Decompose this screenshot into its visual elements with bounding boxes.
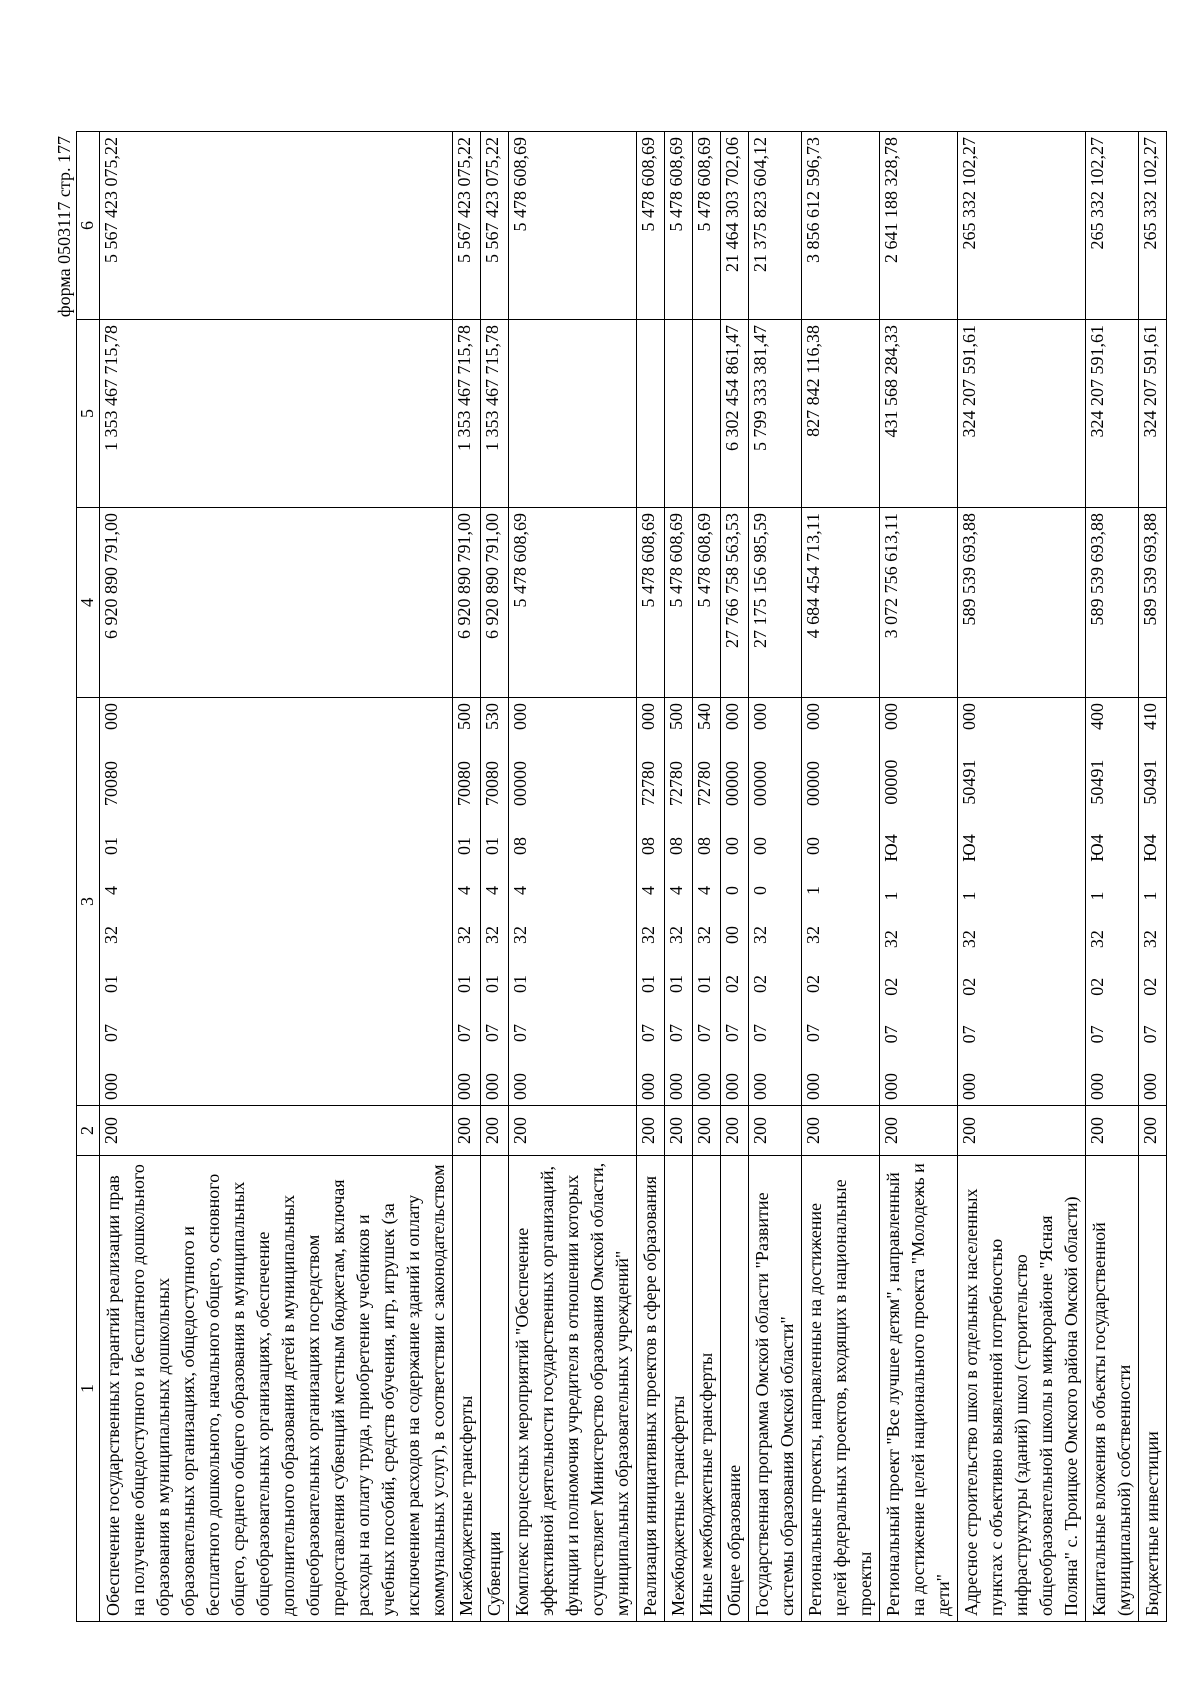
code-segment: 000 xyxy=(638,1073,658,1100)
code-segment: 000 xyxy=(482,1073,502,1100)
table-row xyxy=(721,132,749,1622)
code-segment: 000 xyxy=(803,1073,823,1100)
unexecuted-amount-cell: 21 375 823 604,12 xyxy=(749,132,802,320)
classification-code-cell xyxy=(453,698,481,1106)
table-row xyxy=(749,132,802,1622)
code-segment: 01 xyxy=(454,975,474,993)
form-header: форма 0503117 стр. 177 xyxy=(54,136,74,318)
code-segment: 07 xyxy=(101,1024,121,1042)
classification-code-cell xyxy=(802,698,880,1106)
code-segment: 000 xyxy=(750,703,770,730)
classification-code-cell xyxy=(749,698,802,1106)
code-segment: 32 xyxy=(694,926,714,944)
code-segment: 500 xyxy=(454,703,474,730)
unexecuted-amount-cell: 5 478 608,69 xyxy=(665,132,693,320)
classification-code-cell xyxy=(693,698,721,1106)
code-segment: 02 xyxy=(1140,977,1160,996)
code-segment: 02 xyxy=(1087,977,1107,996)
code-segment: 4 xyxy=(666,886,686,895)
code-segment: 01 xyxy=(694,975,714,993)
code-segment: 08 xyxy=(638,837,658,855)
unexecuted-amount-cell: 5 567 423 075,22 xyxy=(481,132,509,320)
table-row xyxy=(509,132,637,1622)
approved-amount-cell: 4 684 454 713,11 xyxy=(802,508,880,698)
code-segment: 4 xyxy=(101,886,121,895)
line-code-cell: 200 xyxy=(880,1106,958,1156)
code-segment: 07 xyxy=(881,1025,901,1044)
code-segment: 000 xyxy=(722,703,742,730)
unexecuted-amount-cell: 3 856 612 596,73 xyxy=(802,132,880,320)
unexecuted-amount-cell: 5 567 423 075,22 xyxy=(100,132,453,320)
unexecuted-amount-cell: 5 478 608,69 xyxy=(693,132,721,320)
approved-amount-cell: 6 920 890 791,00 xyxy=(100,508,453,698)
code-segment: 1 xyxy=(1087,891,1107,901)
row-name-cell: Государственная программа Омской области "Развитие системы образования Омской области" xyxy=(749,1156,802,1622)
code-segment: 72780 xyxy=(666,761,686,806)
executed-amount-cell: 1 353 467 715,78 xyxy=(453,320,481,508)
code-segment: 410 xyxy=(1140,703,1160,730)
classification-code-cell xyxy=(665,698,693,1106)
approved-amount-cell: 6 920 890 791,00 xyxy=(453,508,481,698)
table-row xyxy=(802,132,880,1622)
code-segment: 500 xyxy=(666,703,686,730)
column-header: 2 xyxy=(77,1106,100,1156)
approved-amount-cell: 27 766 758 563,53 xyxy=(721,508,749,698)
executed-amount-cell: 827 842 116,38 xyxy=(802,320,880,508)
code-segment: 000 xyxy=(694,1073,714,1100)
code-segment: 01 xyxy=(638,975,658,993)
executed-amount-cell xyxy=(665,320,693,508)
code-segment: 02 xyxy=(881,977,901,996)
code-segment: 32 xyxy=(803,926,823,944)
table-row xyxy=(453,132,481,1622)
column-number-row xyxy=(77,132,100,1622)
line-code-cell: 200 xyxy=(100,1106,453,1156)
executed-amount-cell: 1 353 467 715,78 xyxy=(100,320,453,508)
code-segment: 01 xyxy=(101,975,121,993)
column-header: 6 xyxy=(77,132,100,320)
column-header: 4 xyxy=(77,508,100,698)
code-segment: 4 xyxy=(454,886,474,895)
executed-amount-cell xyxy=(637,320,665,508)
unexecuted-amount-cell: 265 332 102,27 xyxy=(1139,132,1167,320)
code-segment: 1 xyxy=(959,891,979,901)
line-code-cell: 200 xyxy=(721,1106,749,1156)
code-segment: 32 xyxy=(1087,930,1107,949)
row-name-cell: Комплекс процессных мероприятий "Обеспечение эффективной деятельности государственных организаций, функции и полномочия учредителя в отношении которых осуществляет Министерство образования Омской области, муниципальных образовательных учреждений" xyxy=(509,1156,637,1622)
code-segment: 000 xyxy=(722,1073,742,1100)
code-segment: 32 xyxy=(666,926,686,944)
code-segment: 1 xyxy=(1140,891,1160,901)
code-segment: 02 xyxy=(750,975,770,993)
line-code-cell: 200 xyxy=(453,1106,481,1156)
code-segment: 32 xyxy=(959,930,979,949)
code-segment: 0 xyxy=(722,886,742,895)
row-name-cell: Капитальные вложения в объекты государственной (муниципальной) собственности xyxy=(1086,1156,1139,1622)
code-segment: 70080 xyxy=(101,761,121,806)
executed-amount-cell: 324 207 591,61 xyxy=(1139,320,1167,508)
line-code-cell: 200 xyxy=(1139,1106,1167,1156)
approved-amount-cell: 5 478 608,69 xyxy=(693,508,721,698)
column-header: 1 xyxy=(77,1156,100,1622)
code-segment: 32 xyxy=(750,926,770,944)
code-segment: 00000 xyxy=(510,761,530,806)
code-segment: 07 xyxy=(510,1024,530,1042)
code-segment: 02 xyxy=(959,977,979,996)
code-segment: 000 xyxy=(1087,1073,1107,1100)
row-name-cell: Межбюджетные трансферты xyxy=(453,1156,481,1622)
classification-code-cell xyxy=(721,698,749,1106)
classification-code-cell xyxy=(1139,698,1167,1106)
budget-execution-table xyxy=(76,131,1167,1622)
code-segment: 000 xyxy=(454,1073,474,1100)
code-segment: 07 xyxy=(959,1025,979,1044)
code-segment: 1 xyxy=(803,886,823,895)
code-segment: 72780 xyxy=(638,761,658,806)
code-segment: 000 xyxy=(101,703,121,730)
code-segment: 000 xyxy=(750,1073,770,1100)
row-name-cell: Общее образование xyxy=(721,1156,749,1622)
code-segment: 07 xyxy=(803,1024,823,1042)
classification-code-cell xyxy=(100,698,453,1106)
executed-amount-cell xyxy=(693,320,721,508)
code-segment: 32 xyxy=(454,926,474,944)
code-segment: 000 xyxy=(101,1073,121,1100)
code-segment: 08 xyxy=(666,837,686,855)
code-segment: 07 xyxy=(454,1024,474,1042)
classification-code-cell xyxy=(637,698,665,1106)
row-name-cell: Региональный проект "Все лучшее детям", направленный на достижение целей национального проекта "Молодежь и дети" xyxy=(880,1156,958,1622)
executed-amount-cell: 1 353 467 715,78 xyxy=(481,320,509,508)
code-segment: 01 xyxy=(510,975,530,993)
code-segment: 540 xyxy=(694,703,714,730)
approved-amount-cell: 5 478 608,69 xyxy=(637,508,665,698)
code-segment: 70080 xyxy=(454,761,474,806)
row-name-cell: Обеспечение государственных гарантий реализации прав на получение общедоступного и бесплатного дошкольного образования в муниципальных дошкольных образовательных организациях, общедоступного и бесплатного дошкольного, начального общего, основного общего, среднего общего образования в муниципальных общеобразовательных организациях, обеспечение дополнительного образования детей в муниципальных общеобразовательных организациях посредством предоставления субвенций местным бюджетам, включая расходы на оплату труда, приобретение учебников и учебных пособий, средств обучения, игр, игрушек (за исключением расходов на содержание зданий и оплату коммунальных услуг), в соответствии с законодательством xyxy=(100,1156,453,1622)
code-segment: 000 xyxy=(959,703,979,730)
code-segment: 530 xyxy=(482,703,502,730)
code-segment: 50491 xyxy=(1087,759,1107,805)
code-segment: 01 xyxy=(482,975,502,993)
classification-code-cell xyxy=(481,698,509,1106)
table-row xyxy=(481,132,509,1622)
code-segment: 000 xyxy=(510,1073,530,1100)
code-segment: 00 xyxy=(803,837,823,855)
code-segment: 00000 xyxy=(803,761,823,806)
code-segment: 07 xyxy=(482,1024,502,1042)
code-segment: 4 xyxy=(510,886,530,895)
approved-amount-cell: 589 539 693,88 xyxy=(1086,508,1139,698)
table-row xyxy=(1139,132,1167,1622)
code-segment: 000 xyxy=(959,1073,979,1100)
code-segment: 01 xyxy=(666,975,686,993)
code-segment: 08 xyxy=(510,837,530,855)
code-segment: 000 xyxy=(881,1073,901,1100)
code-segment: 32 xyxy=(101,926,121,944)
approved-amount-cell: 6 920 890 791,00 xyxy=(481,508,509,698)
unexecuted-amount-cell: 2 641 188 328,78 xyxy=(880,132,958,320)
code-segment: 50491 xyxy=(959,759,979,805)
approved-amount-cell: 3 072 756 613,11 xyxy=(880,508,958,698)
code-segment: 07 xyxy=(722,1024,742,1042)
line-code-cell: 200 xyxy=(802,1106,880,1156)
code-segment: 02 xyxy=(803,975,823,993)
code-segment: 000 xyxy=(803,703,823,730)
classification-code-cell xyxy=(1086,698,1139,1106)
unexecuted-amount-cell: 265 332 102,27 xyxy=(1086,132,1139,320)
line-code-cell: 200 xyxy=(958,1106,1086,1156)
code-segment: 02 xyxy=(722,975,742,993)
code-segment: 0 xyxy=(750,886,770,895)
column-header: 3 xyxy=(77,698,100,1106)
executed-amount-cell: 324 207 591,61 xyxy=(958,320,1086,508)
code-segment: 07 xyxy=(1140,1025,1160,1044)
line-code-cell: 200 xyxy=(509,1106,637,1156)
line-code-cell: 200 xyxy=(749,1106,802,1156)
code-segment: 07 xyxy=(638,1024,658,1042)
unexecuted-amount-cell: 265 332 102,27 xyxy=(958,132,1086,320)
code-segment: 07 xyxy=(694,1024,714,1042)
code-segment: Ю4 xyxy=(1140,834,1160,862)
code-segment: 000 xyxy=(638,703,658,730)
code-segment: 32 xyxy=(1140,930,1160,949)
code-segment: Ю4 xyxy=(959,834,979,862)
code-segment: 400 xyxy=(1087,703,1107,730)
code-segment: 32 xyxy=(510,926,530,944)
code-segment: 07 xyxy=(750,1024,770,1042)
row-name-cell: Субвенции xyxy=(481,1156,509,1622)
line-code-cell: 200 xyxy=(637,1106,665,1156)
approved-amount-cell: 589 539 693,88 xyxy=(958,508,1086,698)
table-body xyxy=(100,132,1167,1622)
executed-amount-cell: 6 302 454 861,47 xyxy=(721,320,749,508)
table-row xyxy=(637,132,665,1622)
line-code-cell: 200 xyxy=(693,1106,721,1156)
table-row xyxy=(958,132,1086,1622)
approved-amount-cell: 589 539 693,88 xyxy=(1139,508,1167,698)
approved-amount-cell: 5 478 608,69 xyxy=(665,508,693,698)
unexecuted-amount-cell: 5 478 608,69 xyxy=(509,132,637,320)
executed-amount-cell: 5 799 333 381,47 xyxy=(749,320,802,508)
code-segment: 01 xyxy=(101,837,121,855)
code-segment: 00 xyxy=(750,837,770,855)
executed-amount-cell xyxy=(509,320,637,508)
code-segment: 000 xyxy=(510,703,530,730)
code-segment: 01 xyxy=(482,837,502,855)
row-name-cell: Межбюджетные трансферты xyxy=(665,1156,693,1622)
classification-code-cell xyxy=(958,698,1086,1106)
code-segment: 1 xyxy=(881,891,901,901)
column-header: 5 xyxy=(77,320,100,508)
code-segment: 50491 xyxy=(1140,759,1160,805)
code-segment: 00000 xyxy=(722,761,742,806)
table-row xyxy=(665,132,693,1622)
code-segment: 4 xyxy=(482,886,502,895)
code-segment: 07 xyxy=(1087,1025,1107,1044)
code-segment: 32 xyxy=(638,926,658,944)
row-name-cell: Адресное строительство школ в отдельных населенных пунктах с объективно выявленной потребностью инфраструктуры (зданий) школ (строительство общеобразовательной школы в микрорайоне "Ясная Поляна" с. Троицкое Омского района Омской области) xyxy=(958,1156,1086,1622)
code-segment: 000 xyxy=(881,703,901,730)
code-segment: 00000 xyxy=(881,759,901,805)
row-name-cell: Иные межбюджетные трансферты xyxy=(693,1156,721,1622)
code-segment: 00 xyxy=(722,837,742,855)
executed-amount-cell: 324 207 591,61 xyxy=(1086,320,1139,508)
code-segment: 32 xyxy=(482,926,502,944)
code-segment: 32 xyxy=(881,930,901,949)
row-name-cell: Реализация инициативных проектов в сфере образования xyxy=(637,1156,665,1622)
unexecuted-amount-cell: 5 567 423 075,22 xyxy=(453,132,481,320)
code-segment: 07 xyxy=(666,1024,686,1042)
approved-amount-cell: 27 175 156 985,59 xyxy=(749,508,802,698)
code-segment: 000 xyxy=(666,1073,686,1100)
code-segment: 72780 xyxy=(694,761,714,806)
classification-code-cell xyxy=(880,698,958,1106)
unexecuted-amount-cell: 21 464 303 702,06 xyxy=(721,132,749,320)
code-segment: 08 xyxy=(694,837,714,855)
table-row xyxy=(880,132,958,1622)
code-segment: 4 xyxy=(638,886,658,895)
classification-code-cell xyxy=(509,698,637,1106)
code-segment: Ю4 xyxy=(1087,834,1107,862)
code-segment: 01 xyxy=(454,837,474,855)
table-row xyxy=(100,132,453,1622)
line-code-cell: 200 xyxy=(481,1106,509,1156)
line-code-cell: 200 xyxy=(1086,1106,1139,1156)
code-segment: Ю4 xyxy=(881,834,901,862)
code-segment: 00000 xyxy=(750,761,770,806)
code-segment: 00 xyxy=(722,926,742,944)
line-code-cell: 200 xyxy=(665,1106,693,1156)
unexecuted-amount-cell: 5 478 608,69 xyxy=(637,132,665,320)
table-row xyxy=(693,132,721,1622)
approved-amount-cell: 5 478 608,69 xyxy=(509,508,637,698)
table-row xyxy=(1086,132,1139,1622)
executed-amount-cell: 431 568 284,33 xyxy=(880,320,958,508)
code-segment: 000 xyxy=(1140,1073,1160,1100)
code-segment: 70080 xyxy=(482,761,502,806)
row-name-cell: Бюджетные инвестиции xyxy=(1139,1156,1167,1622)
code-segment: 4 xyxy=(694,886,714,895)
row-name-cell: Региональные проекты, направленные на достижение целей федеральных проектов, входящих в национальные проекты xyxy=(802,1156,880,1622)
